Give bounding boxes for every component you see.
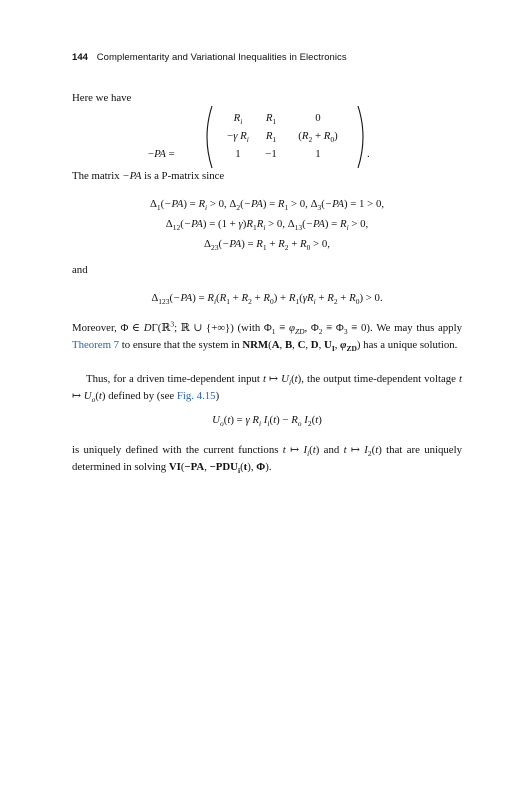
running-header bbox=[72, 52, 347, 63]
matrix-lhs: −PA = bbox=[148, 148, 175, 160]
pmatrix-sentence: The matrix −PA is a P-matrix since bbox=[72, 170, 225, 182]
running-title: Complementarity and Variational Inequalities in Electronics bbox=[96, 52, 347, 63]
delta-line-2: $\Delta_{12}(-PA) = (1 + \gamma)R_1R_i > 0$, $\Delta_{13}(-PA) = R_i > 0$, bbox=[165, 218, 369, 233]
final-paragraph: is uniquely defined with the current functions t ↦ $I_i(t)$ and t ↦ $I_2(t)$ that are uniquely determined in solving VI(−PA, $-PDU_i(t)$, Φ). bbox=[72, 444, 462, 476]
matrix-cell-1-3: 0 bbox=[315, 112, 321, 124]
intro-text: Here we have bbox=[72, 92, 132, 104]
matrix-cell-3-1: 1 bbox=[235, 148, 241, 160]
matrix-cell-2-1: −γ $R_i$ bbox=[227, 130, 249, 145]
matrix-period: . bbox=[367, 148, 370, 160]
moreover-paragraph: Moreover, Φ ∈ DΓ(ℝ$^3$; ℝ ∪ {+∞}) (with $\Phi_1 \equiv \varphi_{ZD}$, $\Phi_2 \equiv \Phi_3 \equiv 0$). We may thus apply Theorem 7 to ensure that the system in NRM(A, B, C, D, $U_I$, $\varphi_{ZD}$) has a unique solution. bbox=[72, 319, 462, 354]
uo-equation: $U_o(t) = \gamma$ $R_i$ $I_i(t) - R_o$ $I_2(t)$ bbox=[212, 414, 322, 429]
matrix-cell-3-2: −1 bbox=[265, 148, 277, 160]
theorem-7-link[interactable]: Theorem 7 bbox=[72, 339, 120, 351]
matrix-cell-2-3: $(R_2 + R_0)$ bbox=[298, 130, 338, 145]
fig-4-15-link[interactable]: Fig. 4.15 bbox=[176, 390, 216, 402]
delta-123-line: $\Delta_{123}(-PA) = R_i(R_1 + R_2 + R_0) + R_1(\gamma R_i + R_2 + R_0) > 0$. bbox=[151, 292, 383, 307]
matrix-cell-2-2: $R_1$ bbox=[265, 130, 277, 145]
delta-line-3: $\Delta_{23}(-PA) = R_1 + R_2 + R_0 > 0$, bbox=[204, 238, 330, 253]
matrix-cell-1-2: $R_1$ bbox=[265, 112, 277, 127]
page-number: 144 bbox=[72, 52, 89, 63]
and-word: and bbox=[72, 264, 88, 276]
thus-paragraph: Thus, for a driven time-dependent input t ↦ $U_i(t)$, the output time-dependent voltage t ↦ $U_o(t)$ defined by (see Fig. 4.15) bbox=[72, 373, 462, 405]
matrix-cell-1-1: $R_i$ bbox=[233, 112, 243, 127]
delta-line-1: $\Delta_1(-PA) = R_i > 0$, $\Delta_2(-PA) = R_1 > 0$, $\Delta_3(-PA) = 1 > 0$, bbox=[149, 198, 385, 213]
matrix-cell-3-3: 1 bbox=[315, 148, 321, 160]
